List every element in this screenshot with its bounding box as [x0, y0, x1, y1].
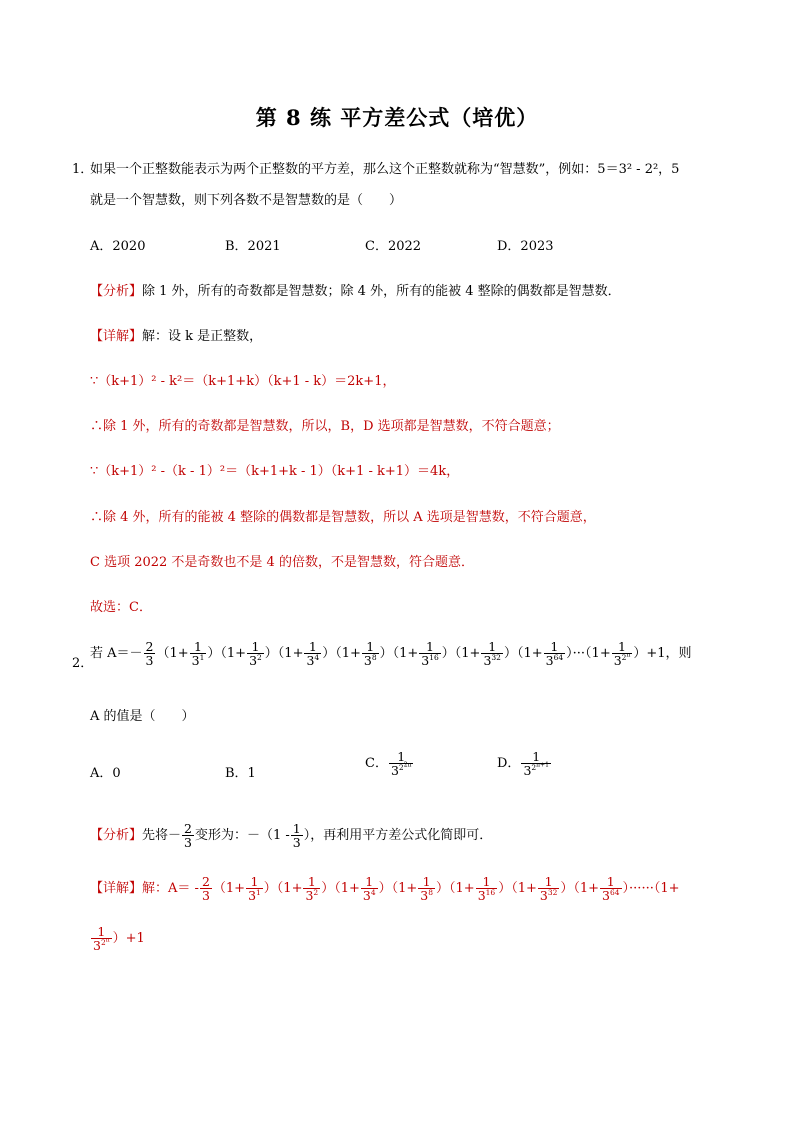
q2-detail-line2: $\frac{1}{3^{2^n}}$ ）+1 — [93, 924, 145, 954]
q2-analysis-mid: 变形为：－（1 - — [194, 828, 290, 844]
analysis-text: 除 1 外，所有的奇数都是智慧数；除 4 外，所有的能被 4 整除的偶数都是智慧数． — [142, 284, 621, 299]
q2-option-b: B．1 — [225, 766, 256, 781]
question-2-stem-line2: A 的值是（ ） — [90, 709, 195, 724]
question-1-stem-line2: 就是一个智慧数，则下列各数不是智慧数的是（ ） — [90, 193, 403, 208]
detail-tag: 【详解】 — [90, 881, 143, 897]
q2-option-a: A．0 — [90, 766, 121, 781]
q1-step-4: ∴除 4 外，所有的能被 4 整除的偶数都是智慧数，所以 A 选项是智慧数，不符合题意， — [90, 510, 596, 525]
q2-option-d: D． $\frac{1}{3^{2^{n+1}}}$ — [497, 749, 549, 779]
q1-answer: 故选：C． — [90, 600, 152, 615]
analysis-tag: 【分析】 — [90, 828, 143, 844]
q1-step-1: ∵（k+1）² - k²＝（k+1+k）（k+1 - k）＝2k+1， — [90, 374, 396, 389]
q1-analysis — [90, 280, 621, 299]
q2-stem-prefix: 若 A＝－ — [90, 646, 143, 662]
analysis-tag: 【分析】 — [90, 284, 143, 299]
q2-detail-suffix: +1 — [125, 931, 145, 947]
question-1-stem-line1: 如果一个正整数能表示为两个正整数的平方差，那么这个正整数就称为“智慧数”，例如：5＝3² - 2²，5 — [90, 162, 680, 177]
fraction-two-thirds: $\frac{2}{3}$ — [145, 639, 154, 669]
detail-tag: 【详解】 — [90, 329, 143, 344]
q1-option-c: C．2022 — [365, 239, 422, 254]
q2-detail-prefix: 解：A＝ - — [142, 881, 199, 897]
q2-stem-suffix: +1，则 — [646, 646, 692, 662]
q2-detail-line1: 【详解】解：A＝ - $\frac{2}{3}$ （1+ $\frac{1}{3^1}$ ）（1+ $\frac{1}{3^2}$ ）（1+ $\frac{1}{3^4}$ ）（1+ $\frac{1}{3^8}$ ）（1+ $\frac{1}{3^{16}}$ ）（1+ $\frac{1}{3^{32}}$ ）（1+ $\frac{1}{3^{64}}$ ）······（1+ — [90, 874, 680, 904]
q1-option-d: D．2023 — [497, 239, 554, 254]
q1-step-5: C 选项 2022 不是奇数也不是 4 的倍数，不是智慧数，符合题意． — [90, 555, 474, 570]
detail-text: 解：设 k 是正整数， — [142, 329, 263, 344]
question-2-stem-line1: 若 A＝－ $\frac{2}{3}$ （1+ $\frac{1}{3^1}$ ）（1+ $\frac{1}{3^2}$ ）（1+ $\frac{1}{3^4}$ ）（1+ $\frac{1}{3^8}$ ）（1+ $\frac{1}{3^{16}}$ ）（1+ $\frac{1}{3^{32}}$ ）（1+ $\frac{1}{3^{64}}$ ）···（1+ $\frac{1}{3^{2^n}}$ ）+1，则 — [90, 639, 692, 669]
q2-analysis-post: ），再利用平方差公式化简即可． — [303, 828, 493, 844]
q1-option-a: A．2020 — [90, 239, 146, 254]
q1-option-b: B．2021 — [225, 239, 281, 254]
q1-step-3: ∵（k+1）² -（k - 1）²＝（k+1+k - 1）（k+1 - k+1）＝4k， — [90, 464, 460, 479]
q2-option-d-label: D． — [497, 756, 521, 772]
question-2-number: 2． — [72, 656, 94, 671]
q2-analysis: 【分析】先将－ $\frac{2}{3}$ 变形为：－（1 - $\frac{1}{3}$ ），再利用平方差公式化简即可． — [90, 821, 493, 851]
q2-stem-ellipsis: ··· — [572, 646, 586, 662]
q1-detail — [90, 325, 262, 344]
q2-analysis-pre: 先将－ — [142, 828, 182, 844]
page-title: 第 8 练 平方差公式（培优） — [255, 105, 539, 130]
q2-option-c-label: C． — [365, 756, 388, 772]
q2-option-c: C． $\frac{1}{3^{2^{2n}}}$ — [365, 749, 412, 779]
question-1-number: 1． — [72, 162, 94, 177]
q1-step-2: ∴除 1 外，所有的奇数都是智慧数，所以，B，D 选项都是智慧数，不符合题意； — [90, 419, 560, 434]
q2-detail-ellipsis: ······ — [629, 881, 654, 897]
